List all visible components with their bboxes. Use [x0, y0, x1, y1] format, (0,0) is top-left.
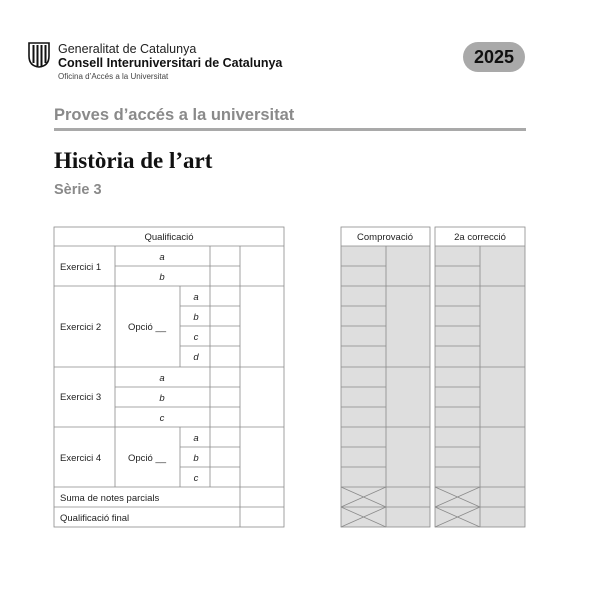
second-correction-table — [435, 227, 525, 527]
final-grade-label: Qualificació final — [60, 513, 130, 524]
grade-table-header: Qualificació — [144, 232, 194, 243]
org-name-generalitat: Generalitat de Catalunya — [58, 42, 197, 56]
exercise-4-label: Exercici 4 — [60, 453, 102, 464]
ex3-part-b: b — [159, 393, 165, 404]
ex4-part-b: b — [193, 453, 199, 464]
comprovacio-table — [341, 227, 430, 527]
ex2-part-a: a — [193, 292, 199, 303]
ex2-option-field: Opció __ — [128, 322, 167, 333]
ex3-part-a: a — [159, 373, 165, 384]
ex2-part-d: d — [193, 352, 199, 363]
ex4-option-field: Opció __ — [128, 453, 167, 464]
org-name-consell: Consell Interuniversitari de Catalunya — [58, 56, 283, 70]
ex2-part-c: c — [193, 332, 199, 343]
ex4-part-a: a — [193, 433, 199, 444]
ex2-part-b: b — [193, 312, 199, 323]
comprovacio-header: Comprovació — [357, 232, 413, 243]
subject-title: Història de l’art — [54, 148, 213, 173]
second-correction-header: 2a correcció — [454, 232, 506, 243]
ex1-part-a: a — [159, 252, 165, 263]
series-label: Sèrie 3 — [54, 182, 102, 198]
exercise-3-label: Exercici 3 — [60, 392, 102, 403]
partial-sum-label: Suma de notes parcials — [60, 493, 160, 504]
org-office: Oficina d’Accés a la Universitat — [58, 72, 169, 81]
exercise-1-label: Exercici 1 — [60, 262, 102, 273]
ex1-part-b: b — [159, 272, 165, 283]
year-badge: 2025 — [463, 42, 525, 72]
exam-heading: Proves d’accés a la universitat — [54, 106, 295, 124]
exercise-2-label: Exercici 2 — [60, 322, 102, 333]
ex3-part-c: c — [159, 413, 165, 424]
ex4-part-c: c — [193, 473, 199, 484]
